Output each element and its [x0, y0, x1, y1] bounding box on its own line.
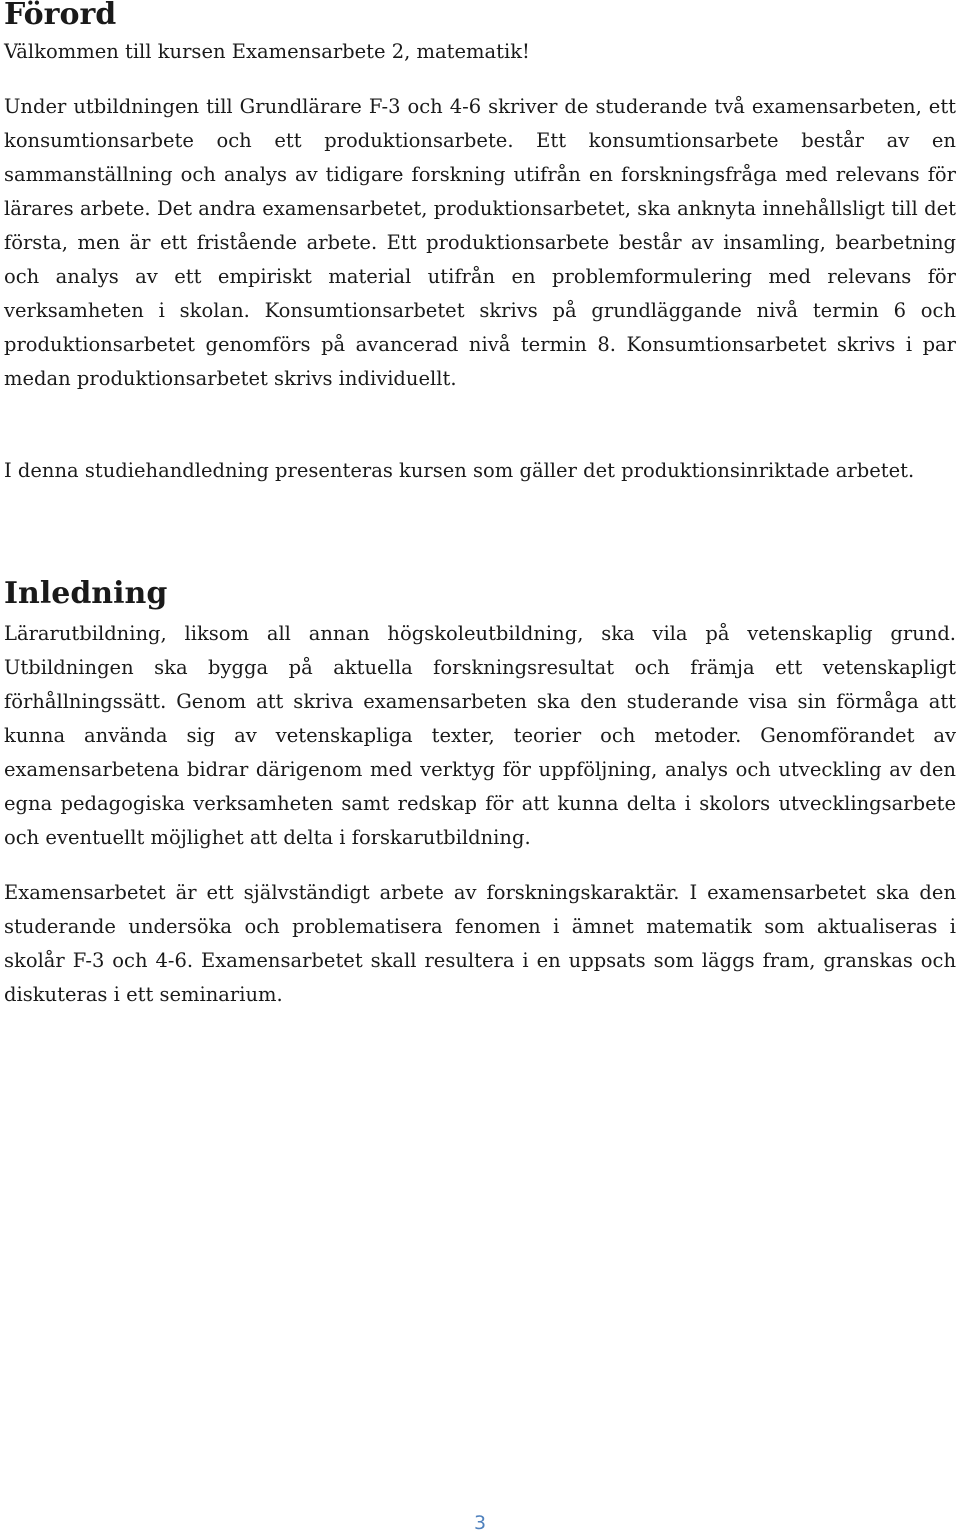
foreword-paragraph-2: I denna studiehandledning presenteras kursen som gäller det produktionsinriktade arbetet. — [4, 459, 915, 482]
welcome-line: Välkommen till kursen Examensarbete 2, matematik! — [4, 40, 530, 63]
introduction-paragraph-2: Examensarbetet är ett självständigt arbete av forskningskaraktär. I examensarbetet ska den studerande undersöka och problematisera fenomen i ämnet matematik som aktualiseras i skolår F-3 och 4-6. Examensarbetet skall resultera i en uppsats som läggs fram, granskas och diskuteras i ett seminarium. — [4, 881, 956, 1006]
introduction-heading: Inledning — [4, 576, 168, 611]
foreword-paragraph-1: Under utbildningen till Grundlärare F-3 och 4-6 skriver de studerande två examensarbeten, ett konsumtionsarbete och ett produktionsarbete. Ett konsumtionsarbete består av en sammanställning och analys av tidigare forskning utifrån en forskningsfråga med relevans för lärares arbete. Det andra examensarbetet, produktionsarbetet, ska anknyta innehållsligt till det första, men är ett fristående arbete. Ett produktionsarbete består av insamling, bearbetning och analys av ett empiriskt material utifrån en problemformulering med relevans för verksamheten i skolan. Konsumtionsarbetet skrivs på grundläggande nivå termin 6 och produktionsarbetet genomförs på avancerad nivå termin 8. Konsumtionsarbetet skrivs i par medan produktionsarbetet skrivs individuellt. — [4, 95, 956, 390]
foreword-heading: Förord — [4, 0, 117, 32]
introduction-paragraph-1: Lärarutbildning, liksom all annan högskoleutbildning, ska vila på vetenskaplig grund. Utbildningen ska bygga på aktuella forskningsresultat och främja ett vetenskapligt förhållningssätt. Genom att skriva examensarbeten ska den studerande visa sin förmåga att kunna använda sig av vetenskapliga texter, teorier och metoder. Genomförandet av examensarbetena bidrar därigenom med verktyg för uppföljning, analys och utveckling av den egna pedagogiska verksamheten samt redskap för att kunna delta i skolors utvecklingsarbete och eventuellt möjlighet att delta i forskarutbildning. — [4, 622, 956, 849]
page-number: 3 — [473, 1512, 487, 1534]
